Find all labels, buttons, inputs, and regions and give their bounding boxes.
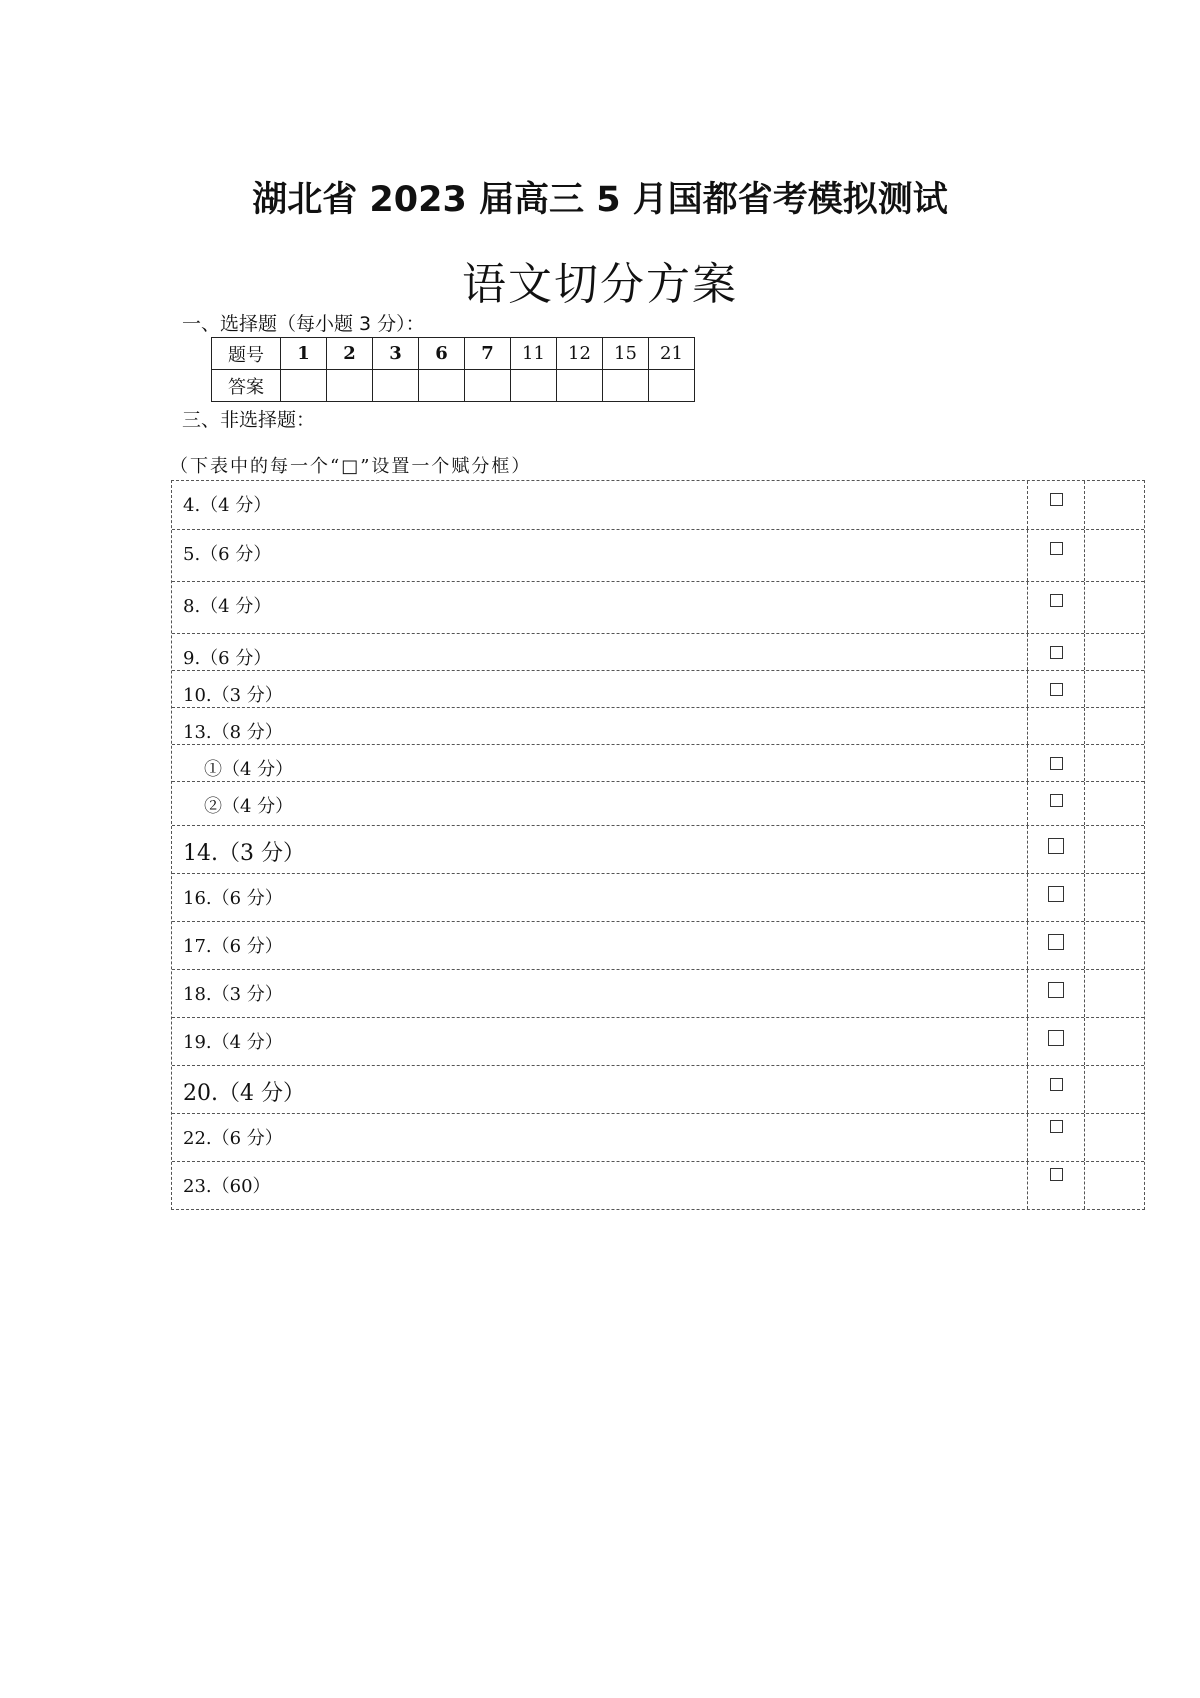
answer-row xyxy=(212,370,695,402)
score-box-cell[interactable] xyxy=(1028,1066,1085,1113)
scoring-note: （下表中的每一个“□”设置一个赋分框） xyxy=(170,456,532,477)
answer-cell[interactable] xyxy=(419,370,465,402)
scoring-row-13-2 xyxy=(172,781,1144,825)
answer-cell[interactable] xyxy=(557,370,603,402)
question-label: 23.（60） xyxy=(172,1162,1028,1209)
score-checkbox-icon[interactable] xyxy=(1048,1030,1064,1046)
score-entry-cell[interactable] xyxy=(1085,922,1144,969)
scoring-grid xyxy=(171,480,1145,1210)
scoring-row-8 xyxy=(172,581,1144,633)
section-heading-multiple-choice: 一、选择题（每小题 3 分）： xyxy=(182,313,425,335)
score-box-cell[interactable] xyxy=(1028,530,1085,581)
scoring-row-9 xyxy=(172,633,1144,670)
question-label: 8.（4 分） xyxy=(172,582,1028,633)
question-number-cell: 15 xyxy=(603,338,649,370)
question-label: ②（4 分） xyxy=(172,782,1028,825)
score-entry-cell[interactable] xyxy=(1085,1018,1144,1065)
question-label: 4.（4 分） xyxy=(172,481,1028,529)
question-number-cell: 7 xyxy=(465,338,511,370)
score-entry-cell[interactable] xyxy=(1085,481,1144,529)
question-number-cell: 6 xyxy=(419,338,465,370)
score-box-cell[interactable] xyxy=(1028,1114,1085,1161)
scoring-row-23 xyxy=(172,1161,1144,1209)
score-entry-cell[interactable] xyxy=(1085,874,1144,921)
answer-cell[interactable] xyxy=(373,370,419,402)
score-box-cell[interactable] xyxy=(1028,782,1085,825)
score-entry-cell[interactable] xyxy=(1085,970,1144,1017)
score-checkbox-icon[interactable] xyxy=(1050,794,1063,807)
answer-cell[interactable] xyxy=(327,370,373,402)
scoring-row-18 xyxy=(172,969,1144,1017)
scoring-row-13 xyxy=(172,707,1144,744)
score-checkbox-icon[interactable] xyxy=(1048,982,1064,998)
question-number-label: 题号 xyxy=(212,338,281,370)
score-checkbox-icon[interactable] xyxy=(1050,1120,1063,1133)
score-entry-cell[interactable] xyxy=(1085,745,1144,781)
score-box-cell[interactable] xyxy=(1028,1018,1085,1065)
question-number-cell: 1 xyxy=(281,338,327,370)
question-label: 18.（3 分） xyxy=(172,970,1028,1017)
score-checkbox-icon[interactable] xyxy=(1050,757,1063,770)
scoring-row-10 xyxy=(172,670,1144,707)
score-box-cell[interactable] xyxy=(1028,671,1085,707)
score-checkbox-icon[interactable] xyxy=(1050,542,1063,555)
score-entry-cell[interactable] xyxy=(1085,1114,1144,1161)
answer-label: 答案 xyxy=(212,370,281,402)
score-entry-cell[interactable] xyxy=(1085,782,1144,825)
question-label: 19.（4 分） xyxy=(172,1018,1028,1065)
answer-cell[interactable] xyxy=(281,370,327,402)
question-label: 10.（3 分） xyxy=(172,671,1028,707)
question-label: 20.（4 分） xyxy=(172,1066,1028,1113)
score-box-cell[interactable] xyxy=(1028,1162,1085,1209)
section-heading-non-multiple-choice: 三、非选择题： xyxy=(182,409,316,431)
question-label: 22.（6 分） xyxy=(172,1114,1028,1161)
score-checkbox-icon[interactable] xyxy=(1050,1168,1063,1181)
score-box-cell[interactable] xyxy=(1028,970,1085,1017)
scoring-row-20 xyxy=(172,1065,1144,1113)
score-checkbox-icon[interactable] xyxy=(1050,1078,1063,1091)
score-entry-cell[interactable] xyxy=(1085,582,1144,633)
score-box-cell[interactable] xyxy=(1028,634,1085,670)
scoring-row-19 xyxy=(172,1017,1144,1065)
scoring-row-17 xyxy=(172,921,1144,969)
score-checkbox-icon[interactable] xyxy=(1048,934,1064,950)
scoring-row-5 xyxy=(172,529,1144,581)
question-number-cell: 21 xyxy=(649,338,695,370)
score-entry-cell[interactable] xyxy=(1085,634,1144,670)
score-box-cell[interactable] xyxy=(1028,826,1085,873)
question-number-row xyxy=(212,338,695,370)
question-number-cell: 12 xyxy=(557,338,603,370)
score-box-cell[interactable] xyxy=(1028,481,1085,529)
score-checkbox-icon[interactable] xyxy=(1048,886,1064,902)
score-checkbox-icon[interactable] xyxy=(1050,594,1063,607)
question-label: ①（4 分） xyxy=(172,745,1028,781)
score-box-cell[interactable] xyxy=(1028,745,1085,781)
score-checkbox-icon[interactable] xyxy=(1048,838,1064,854)
score-box-cell[interactable] xyxy=(1028,874,1085,921)
answer-cell[interactable] xyxy=(649,370,695,402)
scoring-row-13-1 xyxy=(172,744,1144,781)
question-number-cell: 3 xyxy=(373,338,419,370)
scoring-row-22 xyxy=(172,1113,1144,1161)
question-label: 14.（3 分） xyxy=(172,826,1028,873)
question-number-cell: 2 xyxy=(327,338,373,370)
score-entry-cell[interactable] xyxy=(1085,826,1144,873)
score-entry-cell[interactable] xyxy=(1085,530,1144,581)
score-checkbox-icon[interactable] xyxy=(1050,493,1063,506)
score-entry-cell xyxy=(1085,708,1144,744)
score-entry-cell[interactable] xyxy=(1085,671,1144,707)
answer-cell[interactable] xyxy=(465,370,511,402)
question-label: 9.（6 分） xyxy=(172,634,1028,670)
question-label: 17.（6 分） xyxy=(172,922,1028,969)
question-number-cell: 11 xyxy=(511,338,557,370)
answer-cell[interactable] xyxy=(511,370,557,402)
document-subtitle: 语文切分方案 xyxy=(462,259,738,310)
question-label: 13.（8 分） xyxy=(172,708,1028,744)
score-entry-cell[interactable] xyxy=(1085,1066,1144,1113)
document-title: 湖北省 2023 届高三 5 月国都省考模拟测试 xyxy=(252,180,948,220)
scoring-row-14 xyxy=(172,825,1144,873)
multiple-choice-table xyxy=(211,337,695,402)
answer-cell[interactable] xyxy=(603,370,649,402)
question-label: 5.（6 分） xyxy=(172,530,1028,581)
score-box-cell[interactable] xyxy=(1028,582,1085,633)
score-checkbox-icon[interactable] xyxy=(1050,646,1063,659)
score-entry-cell[interactable] xyxy=(1085,1162,1144,1209)
scoring-row-16 xyxy=(172,873,1144,921)
score-checkbox-icon[interactable] xyxy=(1050,683,1063,696)
score-box-cell[interactable] xyxy=(1028,922,1085,969)
score-box-cell-empty xyxy=(1028,708,1085,744)
question-label: 16.（6 分） xyxy=(172,874,1028,921)
scoring-row-4 xyxy=(172,481,1144,529)
